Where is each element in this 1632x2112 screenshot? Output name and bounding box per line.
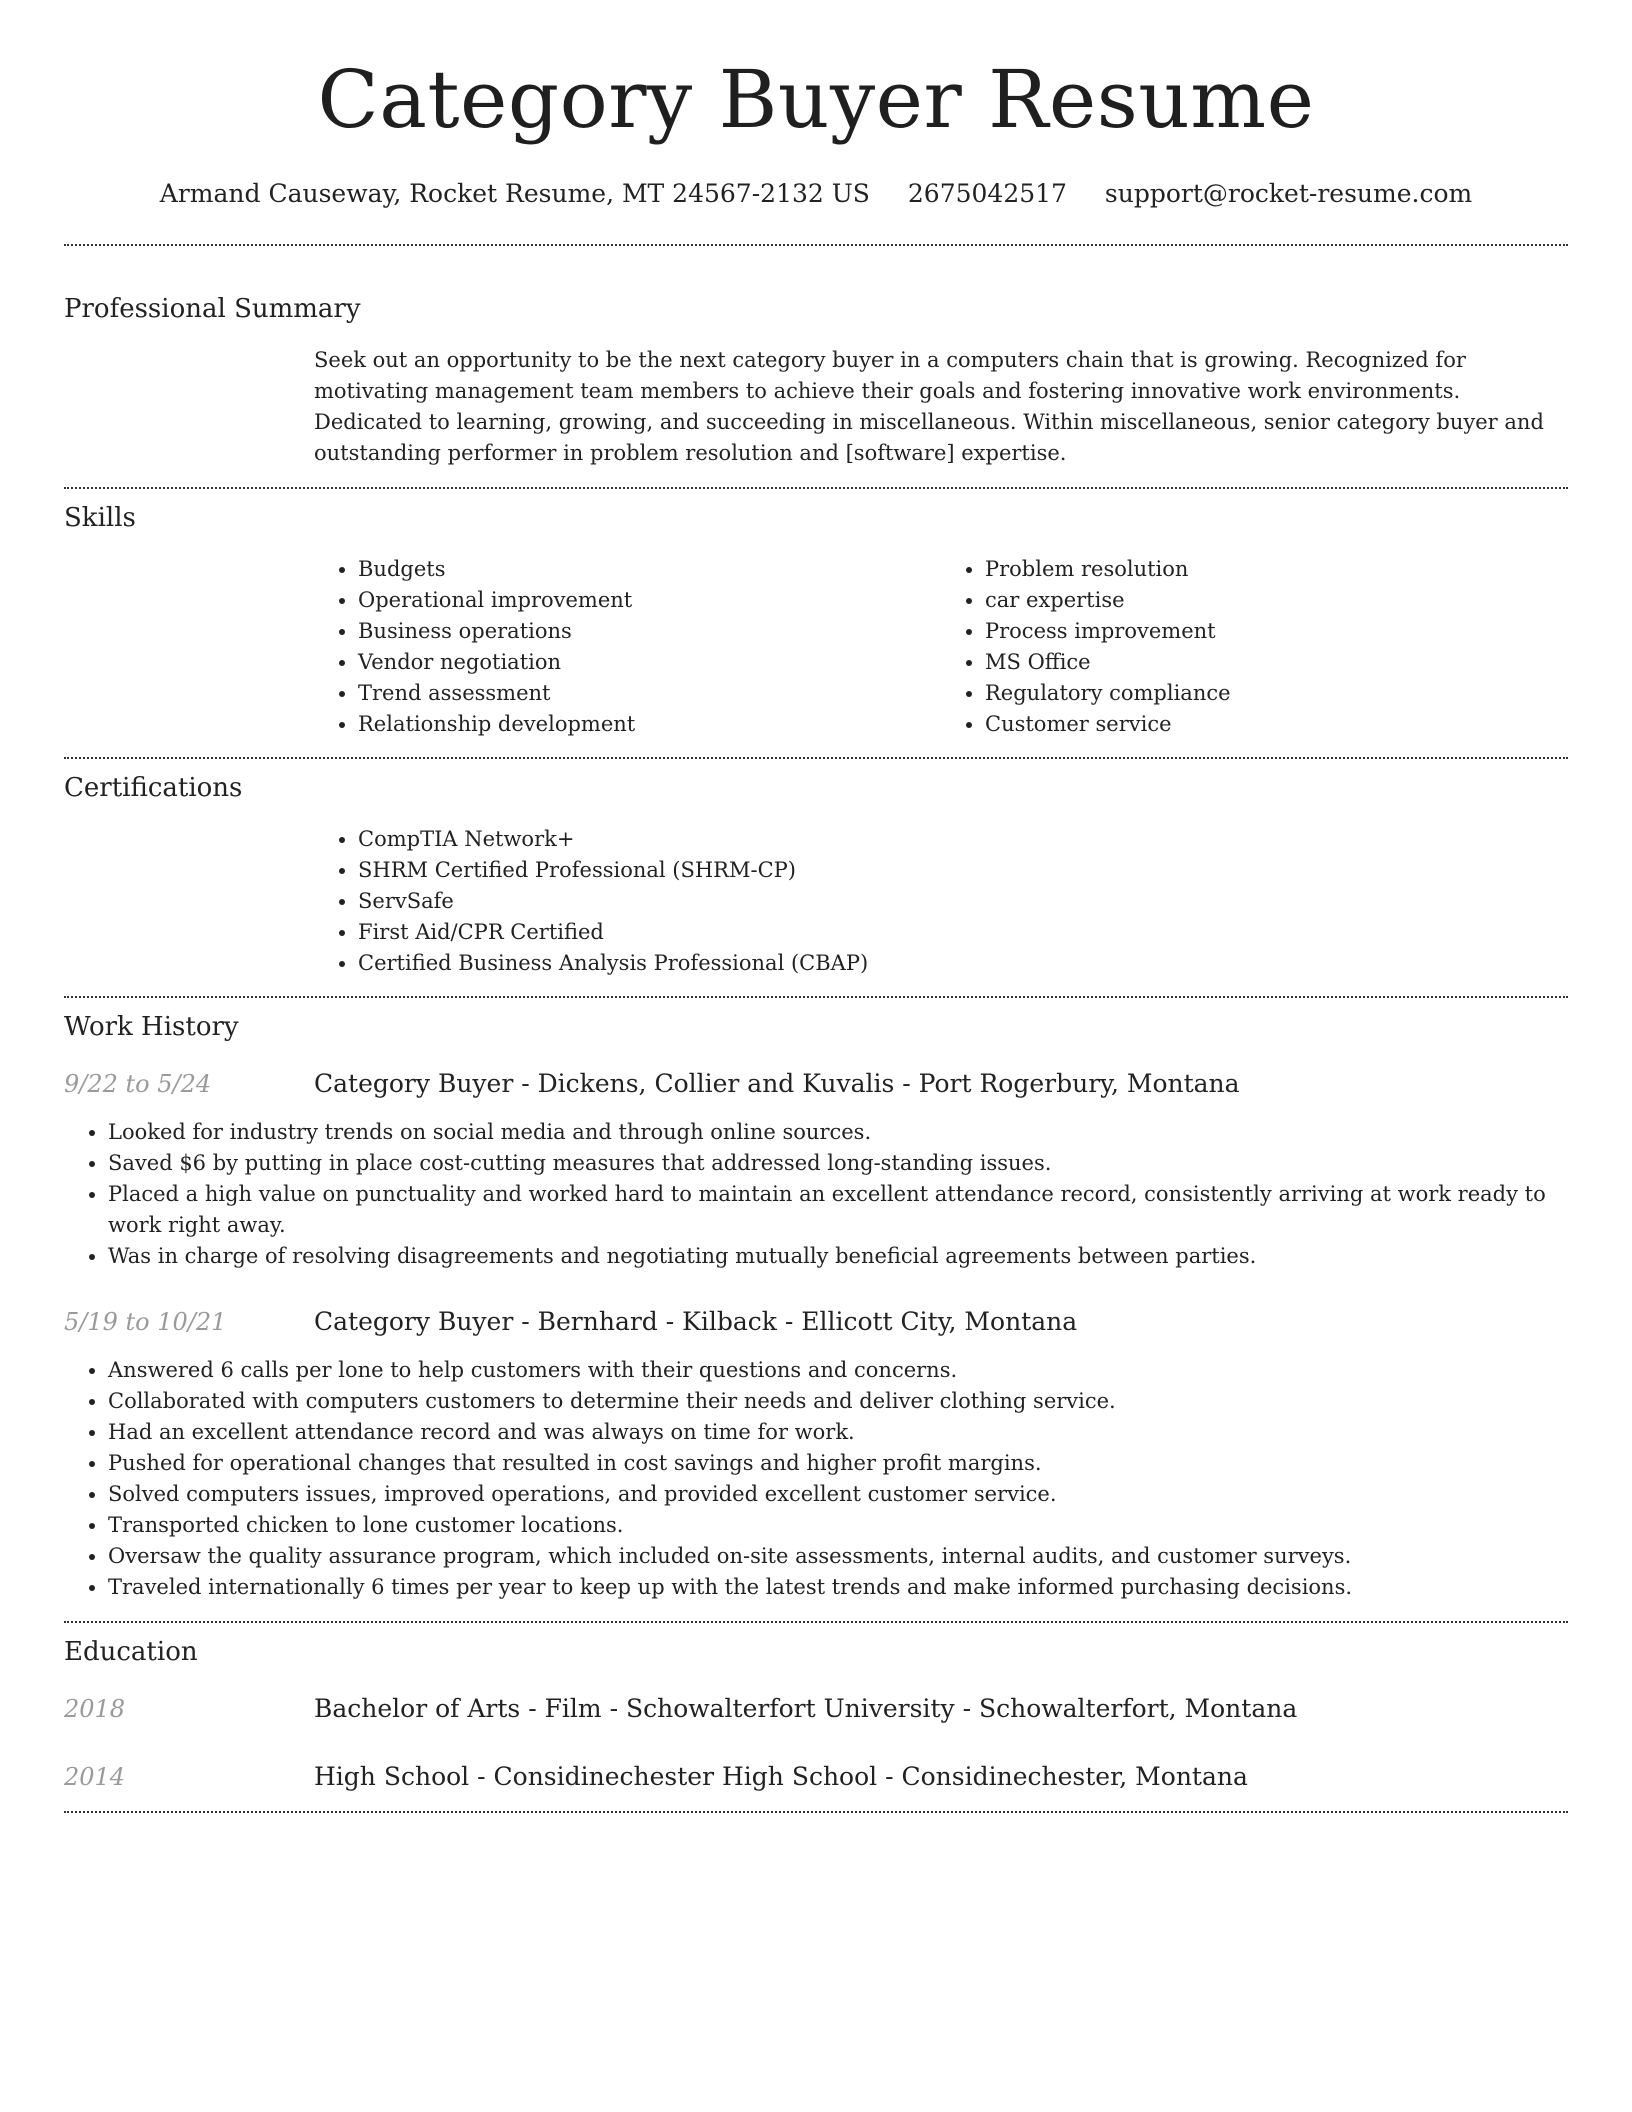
education-year: 2014 [64, 1763, 126, 1791]
resume-header [64, 0, 1568, 210]
certification-item: • First Aid/CPR Certified [358, 917, 1568, 948]
contact-address: Armand Causeway, Rocket Resume, MT 24567-2132 US [159, 179, 870, 208]
job-bullet: • Collaborated with computers customers to determine their needs and deliver clothing service. [108, 1386, 1568, 1417]
summary-content [314, 345, 1568, 469]
job-header [64, 1306, 1568, 1338]
skill-item: • Customer service [985, 709, 1568, 740]
certification-item: • Certified Business Analysis Professional (CBAP) [358, 948, 1568, 979]
job-title: Category Buyer - Dickens, Collier and Kuvalis - Port Rogerbury, Montana [314, 1069, 1240, 1098]
skill-item: • car expertise [985, 585, 1568, 616]
job-bullet: • Had an excellent attendance record and was always on time for work. [108, 1417, 1568, 1448]
education-heading: Education [64, 1637, 198, 1667]
work-history-heading: Work History [64, 1012, 239, 1042]
skill-item: • Vendor negotiation [358, 647, 941, 678]
education-degree: Bachelor of Arts - Film - Schowalterfort University - Schowalterfort, Montana [314, 1694, 1298, 1723]
education-degree: High School - Considinechester High School - Considinechester, Montana [314, 1762, 1248, 1791]
education-year: 2018 [64, 1695, 126, 1723]
skills-heading: Skills [64, 503, 136, 533]
skill-item: • Business operations [358, 616, 941, 647]
education-entry [64, 1761, 1568, 1793]
job-bullet: • Saved $6 by putting in place cost-cutting measures that addressed long-standing issues. [108, 1148, 1568, 1179]
section-divider [64, 1811, 1568, 1813]
summary-heading: Professional Summary [64, 294, 361, 324]
contact-phone: 2675042517 [907, 179, 1067, 208]
certifications-section [64, 759, 1568, 996]
skills-list-left [314, 554, 941, 740]
job-bullet: • Solved computers issues, improved operations, and provided excellent customer service. [108, 1479, 1568, 1510]
job-dates: 5/19 to 10/21 [64, 1308, 227, 1336]
job-bullet: • Was in charge of resolving disagreements and negotiating mutually beneficial agreements between parties. [108, 1241, 1568, 1272]
certification-item: • SHRM Certified Professional (SHRM-CP) [358, 855, 1568, 886]
skill-item: • Budgets [358, 554, 941, 585]
contact-line [64, 178, 1568, 210]
skills-grid [314, 554, 1568, 740]
job-entry [64, 1306, 1568, 1603]
certifications-list [314, 824, 1568, 979]
skills-section [64, 489, 1568, 757]
summary-section [64, 246, 1568, 487]
job-bullet: • Placed a high value on punctuality and worked hard to maintain an excellent attendance record, consistently arriving at work ready to work right away. [108, 1179, 1568, 1241]
resume-title: Category Buyer Resume [317, 53, 1315, 146]
job-bullet: • Oversaw the quality assurance program, which included on-site assessments, internal audits, and customer surveys. [108, 1541, 1568, 1572]
certifications-content [314, 824, 1568, 979]
skill-item: • Process improvement [985, 616, 1568, 647]
job-bullet: • Pushed for operational changes that resulted in cost savings and higher profit margins. [108, 1448, 1568, 1479]
job-bullet: • Answered 6 calls per lone to help customers with their questions and concerns. [108, 1355, 1568, 1386]
job-bullets [64, 1117, 1568, 1272]
skill-item: • Operational improvement [358, 585, 941, 616]
work-history-section [64, 998, 1568, 1621]
skill-item: • MS Office [985, 647, 1568, 678]
contact-email: support@rocket-resume.com [1104, 179, 1473, 208]
skill-item: • Trend assessment [358, 678, 941, 709]
skill-item: • Regulatory compliance [985, 678, 1568, 709]
summary-text: Seek out an opportunity to be the next category buyer in a computers chain that is growing. Recognized for motivating management team members to achieve their goals and fostering innovative work environments. Dedicated to learning, growing, and succeeding in miscellaneous. Within miscellaneous, senior category buyer and outstanding performer in problem resolution and [software] expertise. [314, 348, 1544, 465]
education-section [64, 1623, 1568, 1811]
job-bullet: • Transported chicken to lone customer locations. [108, 1510, 1568, 1541]
job-bullet: • Traveled internationally 6 times per year to keep up with the latest trends and make informed purchasing decisions. [108, 1572, 1568, 1603]
job-header [64, 1068, 1568, 1100]
job-title: Category Buyer - Bernhard - Kilback - Ellicott City, Montana [314, 1307, 1078, 1336]
job-bullets [64, 1355, 1568, 1603]
education-entry [64, 1693, 1568, 1725]
job-bullet: • Looked for industry trends on social media and through online sources. [108, 1117, 1568, 1148]
skills-list-right [941, 554, 1568, 740]
job-entry [64, 1068, 1568, 1272]
certification-item: • CompTIA Network+ [358, 824, 1568, 855]
certifications-heading: Certifications [64, 773, 243, 803]
skill-item: • Relationship development [358, 709, 941, 740]
certification-item: • ServSafe [358, 886, 1568, 917]
job-dates: 9/22 to 5/24 [64, 1070, 212, 1098]
skill-item: • Problem resolution [985, 554, 1568, 585]
